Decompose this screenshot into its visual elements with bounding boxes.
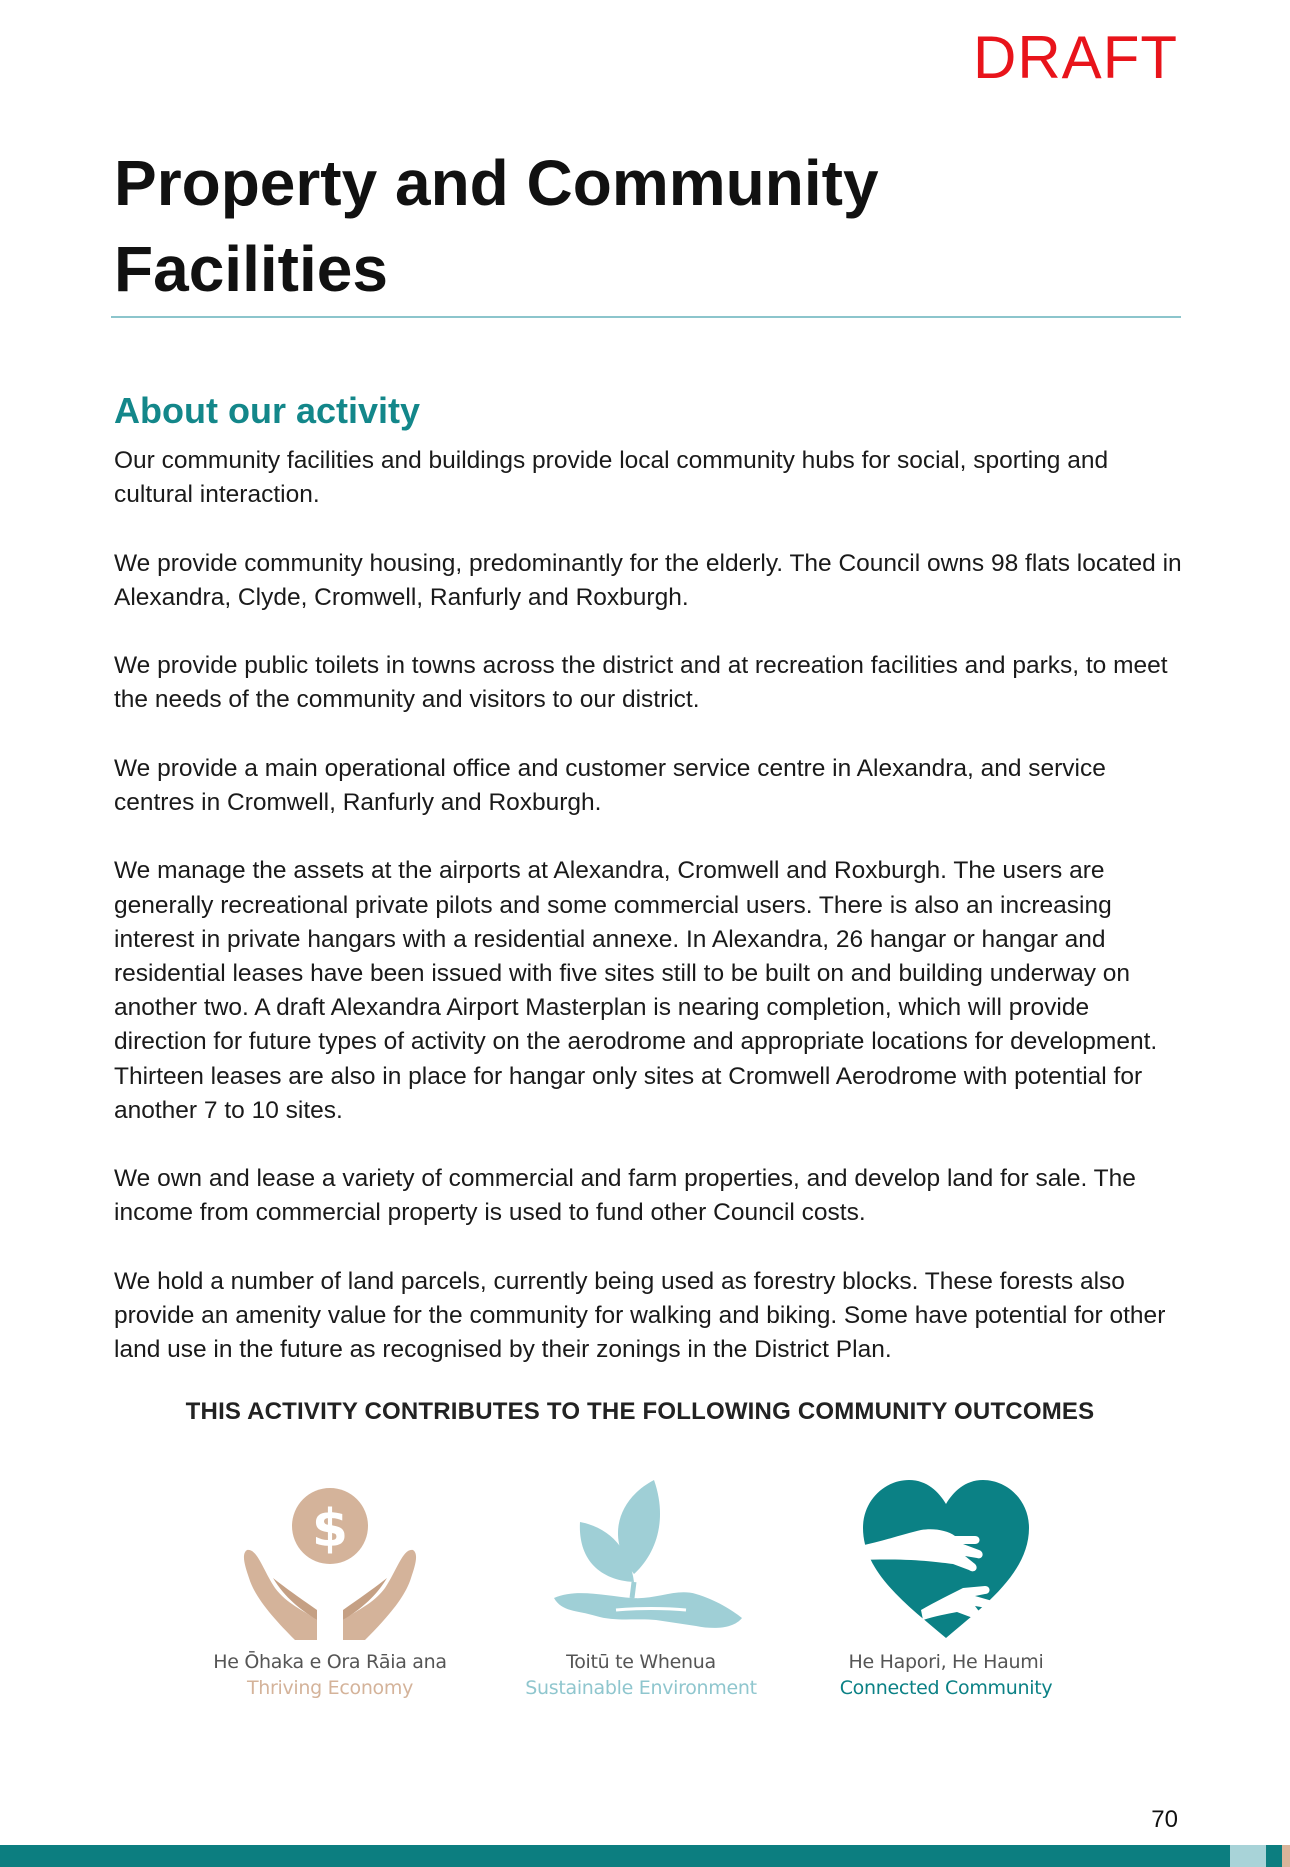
- paragraph: We own and lease a variety of commercial and farm properties, and develop land for sale. The income from commercial property is used to fund other Council costs.: [114, 1165, 1136, 1227]
- footer-bar: [0, 1845, 1290, 1867]
- leaf-hand-icon: [536, 1470, 746, 1645]
- section-heading: About our activity: [114, 390, 421, 431]
- outcome-thriving-economy: [210, 1470, 450, 1699]
- svg-text:$: $: [311, 1499, 349, 1559]
- hands-coin-icon: [235, 1470, 425, 1645]
- outcomes-heading: THIS ACTIVITY CONTRIBUTES TO THE FOLLOWING COMMUNITY OUTCOMES: [185, 1398, 1095, 1425]
- outcome-connected-community: [826, 1470, 1066, 1699]
- paragraph: Our community facilities and buildings provide local community hubs for social, sporting and cultural interaction.: [114, 447, 1109, 509]
- outcome-maori-label: He Hapori, He Haumi: [848, 1651, 1044, 1673]
- outcome-sustainable-environment: [521, 1470, 761, 1699]
- heart-hands-icon: [851, 1470, 1041, 1645]
- page-title: Property and Community Facilities: [114, 147, 879, 305]
- outcome-maori-label: He Ōhaka e Ora Rāia ana: [213, 1651, 447, 1673]
- body-text: [114, 444, 1184, 1402]
- outcome-english-label: Thriving Economy: [246, 1677, 414, 1699]
- footer-accent: [1282, 1845, 1290, 1867]
- outcome-english-label: Connected Community: [839, 1677, 1053, 1699]
- page-number: 70: [1151, 1806, 1178, 1833]
- footer-accent: [1230, 1845, 1266, 1867]
- outcome-english-label: Sustainable Environment: [525, 1677, 757, 1699]
- outcome-maori-label: Toitū te Whenua: [566, 1651, 716, 1673]
- title-divider: [111, 316, 1181, 318]
- paragraph: We provide community housing, predominantly for the elderly. The Council owns 98 flats located in Alexandra, Clyde, Cromwell, Ranfurly and Roxburgh.: [114, 549, 1182, 611]
- paragraph: We manage the assets at the airports at Alexandra, Cromwell and Roxburgh. The users are generally recreational private pilots and some commercial users. There is also an increasing interest in private hangars with a residential annexe. In Alexandra, 26 hangar or hangar and residential leases have been issued with five sites still to be built on and building underway on another two. A draft Alexandra Airport Masterplan is nearing completion, which will provide direction for future types of activity on the aerodrome and appropriate locations for development. Thirteen leases are also in place for hangar only sites at Cromwell Aerodrome with potential for another 7 to 10 sites.: [114, 857, 1158, 1124]
- paragraph: We hold a number of land parcels, currently being used as forestry blocks. These forests also provide an amenity value for the community for walking and biking. Some have potential for other land use in the future as recognised by their zonings in the District Plan.: [114, 1267, 1166, 1364]
- paragraph: We provide public toilets in towns across the district and at recreation facilities and parks, to meet the needs of the community and visitors to our district.: [114, 652, 1168, 714]
- paragraph: We provide a main operational office and customer service centre in Alexandra, and service centres in Cromwell, Ranfurly and Roxburgh.: [114, 754, 1106, 816]
- draft-label: DRAFT: [973, 24, 1178, 91]
